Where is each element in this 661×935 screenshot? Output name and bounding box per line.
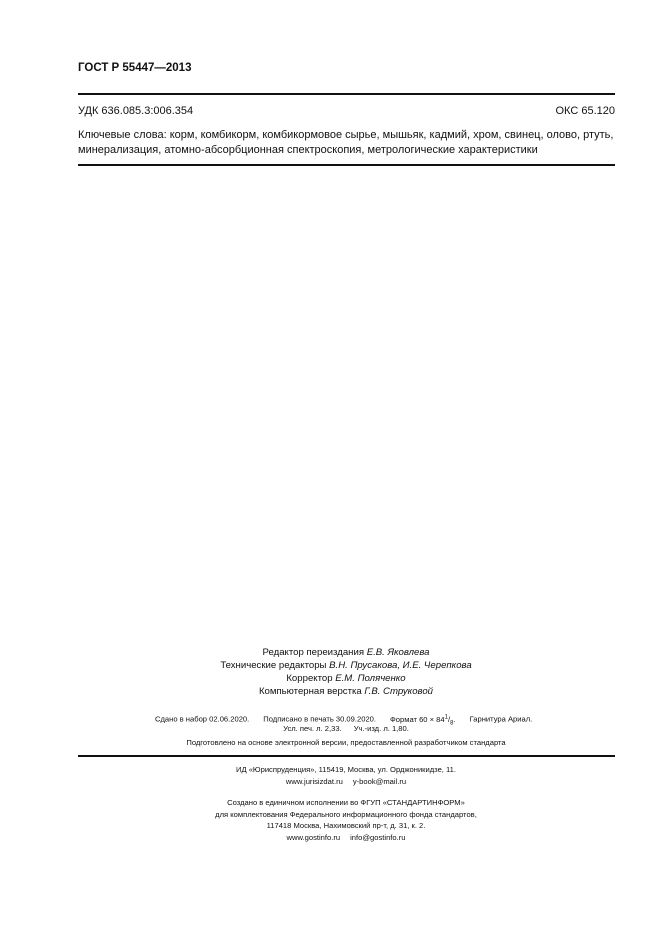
keywords-line-2: минерализация, атомно-абсорбционная спектроскопия, метрологические характеристики: [78, 144, 538, 156]
udc-code: УДК 636.085.3:006.354: [78, 105, 194, 117]
keywords-divider: [78, 164, 615, 166]
printer-email-link[interactable]: info@gostinfo.ru: [350, 832, 406, 842]
publisher-contacts: [160, 776, 532, 788]
editor-line: [160, 646, 532, 659]
keywords-block: [78, 128, 618, 158]
layout-name: Г.В. Струковой: [364, 686, 434, 697]
typeface: Гарнитура Ариал.: [469, 714, 533, 724]
printer-contacts: [160, 832, 532, 844]
standard-code: ГОСТ Р 55447—2013: [78, 62, 192, 74]
corrector-name: Е.М. Поляченко: [335, 673, 406, 684]
prepared-note: Подготовлено на основе электронной версии, предоставленной разработчиком стандарта: [186, 738, 506, 747]
corrector-label: Корректор: [286, 673, 336, 684]
tech-editors-names: В.Н. Прусакова, И.Е. Черепкова: [329, 660, 472, 671]
printer-site-link[interactable]: www.gostinfo.ru: [286, 832, 341, 842]
publish-sheets: Уч.-изд. л. 1,80.: [353, 724, 409, 733]
corrector-line: [160, 672, 532, 685]
print-sheets: Усл. печ. л. 2,33.: [283, 724, 342, 733]
layout-line: [160, 685, 532, 698]
format-prefix: Формат 60 × 84: [390, 714, 445, 724]
oks-code: ОКС 65.120: [555, 105, 615, 117]
format-suffix: .: [453, 714, 456, 724]
publisher-block: [160, 764, 532, 787]
printer-block: [160, 797, 532, 843]
imprint-line-2: [160, 724, 532, 733]
publisher-email-link[interactable]: y-book@mail.ru: [352, 776, 407, 786]
editor-label: Редактор переиздания: [262, 647, 367, 658]
publisher-address: ИД «Юриспруденция», 115419, Москва, ул. Орджоникидзе, 11.: [235, 765, 457, 774]
editor-name: Е.В. Яковлева: [366, 647, 430, 658]
printer-line-1: Создано в единичном исполнении во ФГУП «СТАНДАРТИНФОРМ»: [227, 798, 465, 807]
format-numerator: 1: [444, 714, 448, 720]
printer-line-2: для комплектования Федерального информационного фонда стандартов,: [215, 809, 477, 819]
tech-editors-label: Технические редакторы: [220, 660, 330, 671]
printer-address: 117418 Москва, Нахимовский пр-т, д. 31, к. 2.: [266, 821, 426, 830]
format-denominator: 8: [450, 720, 454, 727]
keywords-line-1: Ключевые слова: корм, комбикорм, комбикормовое сырье, мышьяк, кадмий, хром, свинец, олово, ртуть,: [78, 129, 614, 141]
publisher-site-link[interactable]: www.jurisizdat.ru: [285, 776, 343, 786]
submitted-date: Сдано в набор 02.06.2020.: [155, 714, 250, 724]
paper-format: Формат $60 \times 84^1/_8$.: [390, 714, 456, 727]
tech-editors-line: [160, 659, 532, 672]
credits-block: [160, 646, 532, 698]
imprint-divider: [78, 755, 615, 757]
signed-date: Подписано в печать 30.09.2020.: [263, 714, 376, 724]
layout-label: Компьютерная верстка: [258, 686, 365, 697]
top-divider: [78, 93, 615, 95]
